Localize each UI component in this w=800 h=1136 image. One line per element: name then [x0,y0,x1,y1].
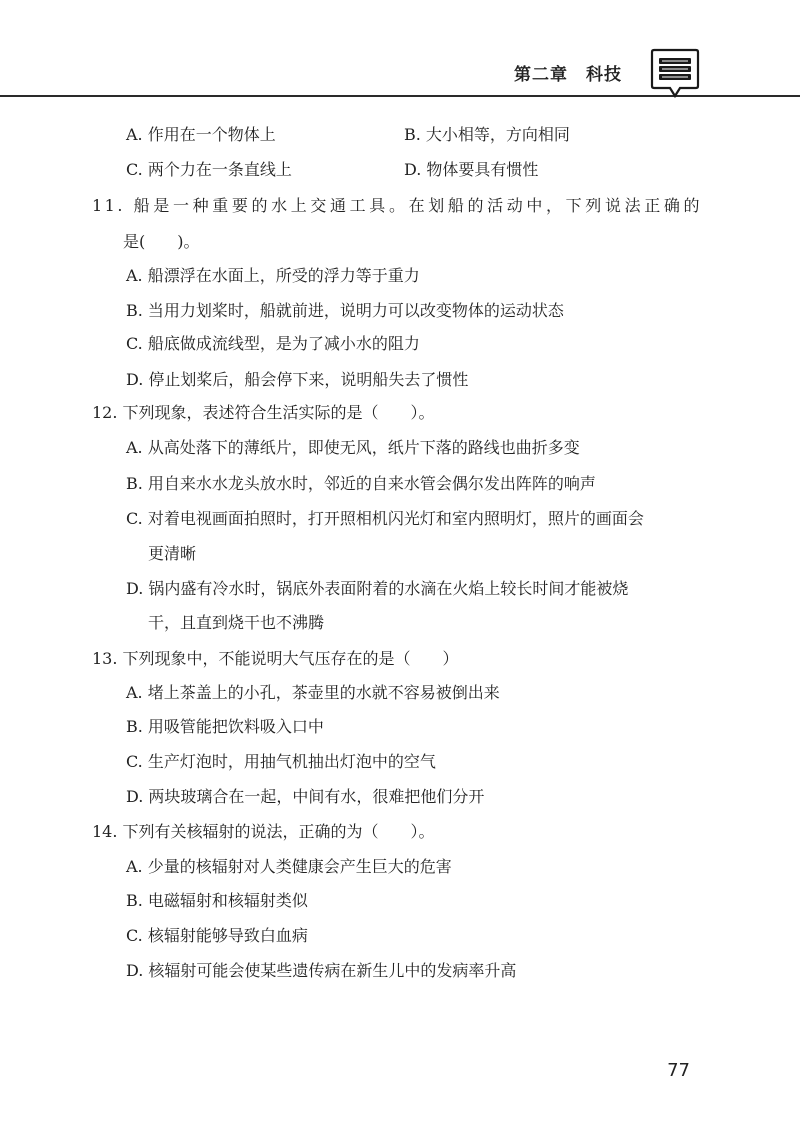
q13-option-c: C. 生产灯泡时，用抽气机抽出灯泡中的空气 [126,752,436,771]
q10-option-d: D. 物体要具有惯性 [404,160,539,179]
q12-stem: 12. 下列现象，表述符合生活实际的是（ ）。 [92,403,435,422]
q14-option-b: B. 电磁辐射和核辐射类似 [126,891,308,910]
q11-option-a: A. 船漂浮在水面上，所受的浮力等于重力 [126,266,420,285]
q13-stem: 13. 下列现象中，不能说明大气压存在的是（ ） [92,649,459,668]
q12-option-b: B. 用自来水水龙头放水时，邻近的自来水管会偶尔发出阵阵的响声 [126,474,596,493]
chapter-title: 第二章 科技 [514,65,622,85]
q11-option-d: D. 停止划桨后，船会停下来，说明船失去了惯性 [126,370,469,389]
q12-option-d-line-2: 干，且直到烧干也不沸腾 [148,613,325,632]
q14-option-d: D. 核辐射可能会使某些遗传病在新生儿中的发病率升高 [126,961,517,980]
q11-stem-line-1: 11. 船是一种重要的水上交通工具。在划船的活动中，下列说法正确的 [92,196,702,215]
q13-option-a: A. 堵上茶盖上的小孔，茶壶里的水就不容易被倒出来 [126,683,500,702]
q10-option-c: C. 两个力在一条直线上 [126,160,292,179]
q13-option-b: B. 用吸管能把饮料吸入口中 [126,717,324,736]
q11-stem-line-2: 是( )。 [123,232,200,251]
q13-option-d: D. 两块玻璃合在一起，中间有水，很难把他们分开 [126,787,485,806]
page-number: 77 [667,1060,690,1081]
q11-option-c: C. 船底做成流线型，是为了减小水的阻力 [126,334,420,353]
q11-option-b: B. 当用力划桨时，船就前进，说明力可以改变物体的运动状态 [126,301,564,320]
q14-stem: 14. 下列有关核辐射的说法，正确的为（ ）。 [92,822,435,841]
q12-option-d-line-1: D. 锅内盛有冷水时，锅底外表面附着的水滴在火焰上较长时间才能被烧 [126,579,629,598]
q10-option-a: A. 作用在一个物体上 [126,125,276,144]
q12-option-c-line-2: 更清晰 [148,544,197,563]
q10-option-b: B. 大小相等，方向相同 [404,125,570,144]
q14-option-c: C. 核辐射能够导致白血病 [126,926,308,945]
q12-option-a: A. 从高处落下的薄纸片，即使无风，纸片下落的路线也曲折多变 [126,438,580,457]
q12-option-c-line-1: C. 对着电视画面拍照时，打开照相机闪光灯和室内照明灯，照片的画面会 [126,509,644,528]
q14-option-a: A. 少量的核辐射对人类健康会产生巨大的危害 [126,857,452,876]
